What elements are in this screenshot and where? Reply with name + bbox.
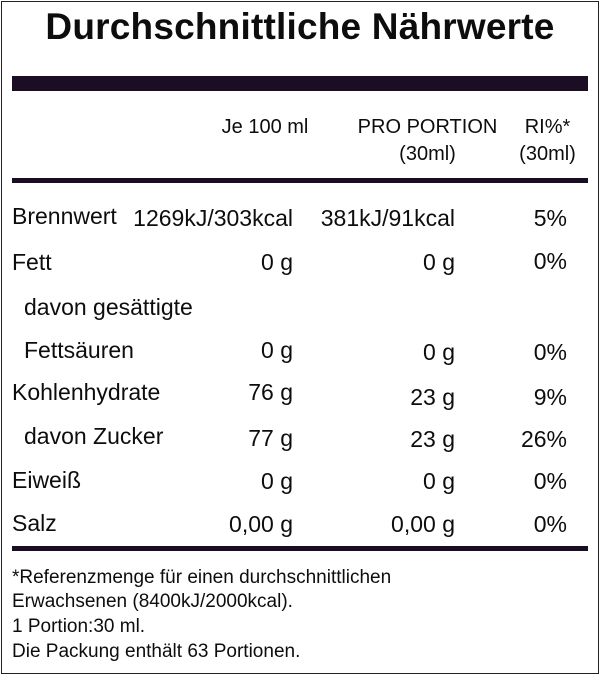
header-divider — [12, 178, 588, 183]
header-per-portion — [355, 114, 500, 168]
cell-ri: 0% — [533, 511, 567, 537]
cell-per-portion: 23 g — [410, 384, 455, 410]
cell-per-portion: 23 g — [410, 426, 455, 452]
cell-ri: 0% — [533, 248, 567, 274]
cell-per-100ml: 0 g — [261, 337, 293, 363]
row-label: Brennwert — [12, 203, 117, 229]
bottom-divider — [12, 546, 588, 551]
row-label: Eiweiß — [12, 467, 82, 493]
cell-per-portion: 0,00 g — [391, 511, 455, 537]
header-portion-line1: PRO PORTION — [357, 116, 498, 138]
footnote-line: Die Packung enthält 63 Portionen. — [12, 641, 301, 662]
row-label: Fettsäuren — [24, 337, 134, 363]
cell-per-100ml: 0 g — [261, 468, 293, 494]
footnote-line: Erwachsenen (8400kJ/2000kcal). — [12, 591, 293, 612]
top-divider — [12, 76, 588, 91]
cell-per-100ml: 1269kJ/303kcal — [133, 205, 293, 231]
cell-per-100ml: 0 g — [261, 249, 293, 275]
cell-ri: 0% — [533, 339, 567, 365]
row-label: Fett — [12, 249, 52, 275]
cell-per-100ml: 76 g — [248, 379, 293, 405]
header-per-100ml-label: Je 100 ml — [221, 116, 309, 138]
row-label: davon Zucker — [24, 423, 164, 449]
cell-per-portion: 0 g — [423, 468, 455, 494]
header-per-100ml — [200, 114, 330, 141]
cell-ri: 0% — [533, 468, 567, 494]
cell-per-portion: 381kJ/91kcal — [320, 205, 455, 231]
cell-ri: 26% — [520, 426, 567, 452]
header-ri-line1: RI%* — [524, 116, 571, 138]
row-label: Kohlenhydrate — [12, 379, 161, 405]
footnote-line: 1 Portion:30 ml. — [12, 616, 146, 637]
page-title: Durchschnittliche Nährwerte — [45, 6, 555, 47]
header-ri-line2: (30ml) — [519, 143, 576, 165]
row-label: Salz — [12, 510, 57, 536]
cell-ri: 5% — [533, 205, 567, 231]
cell-per-portion: 0 g — [423, 249, 455, 275]
cell-per-100ml: 77 g — [248, 425, 293, 451]
cell-ri: 9% — [533, 384, 567, 410]
footnote-line: *Referenzmenge für einen durchschnittlichen — [12, 567, 392, 588]
header-portion-line2: (30ml) — [399, 143, 456, 165]
header-ri — [505, 114, 590, 168]
cell-per-portion: 0 g — [423, 339, 455, 365]
cell-per-100ml: 0,00 g — [229, 511, 293, 537]
row-label: davon gesättigte — [24, 294, 193, 320]
